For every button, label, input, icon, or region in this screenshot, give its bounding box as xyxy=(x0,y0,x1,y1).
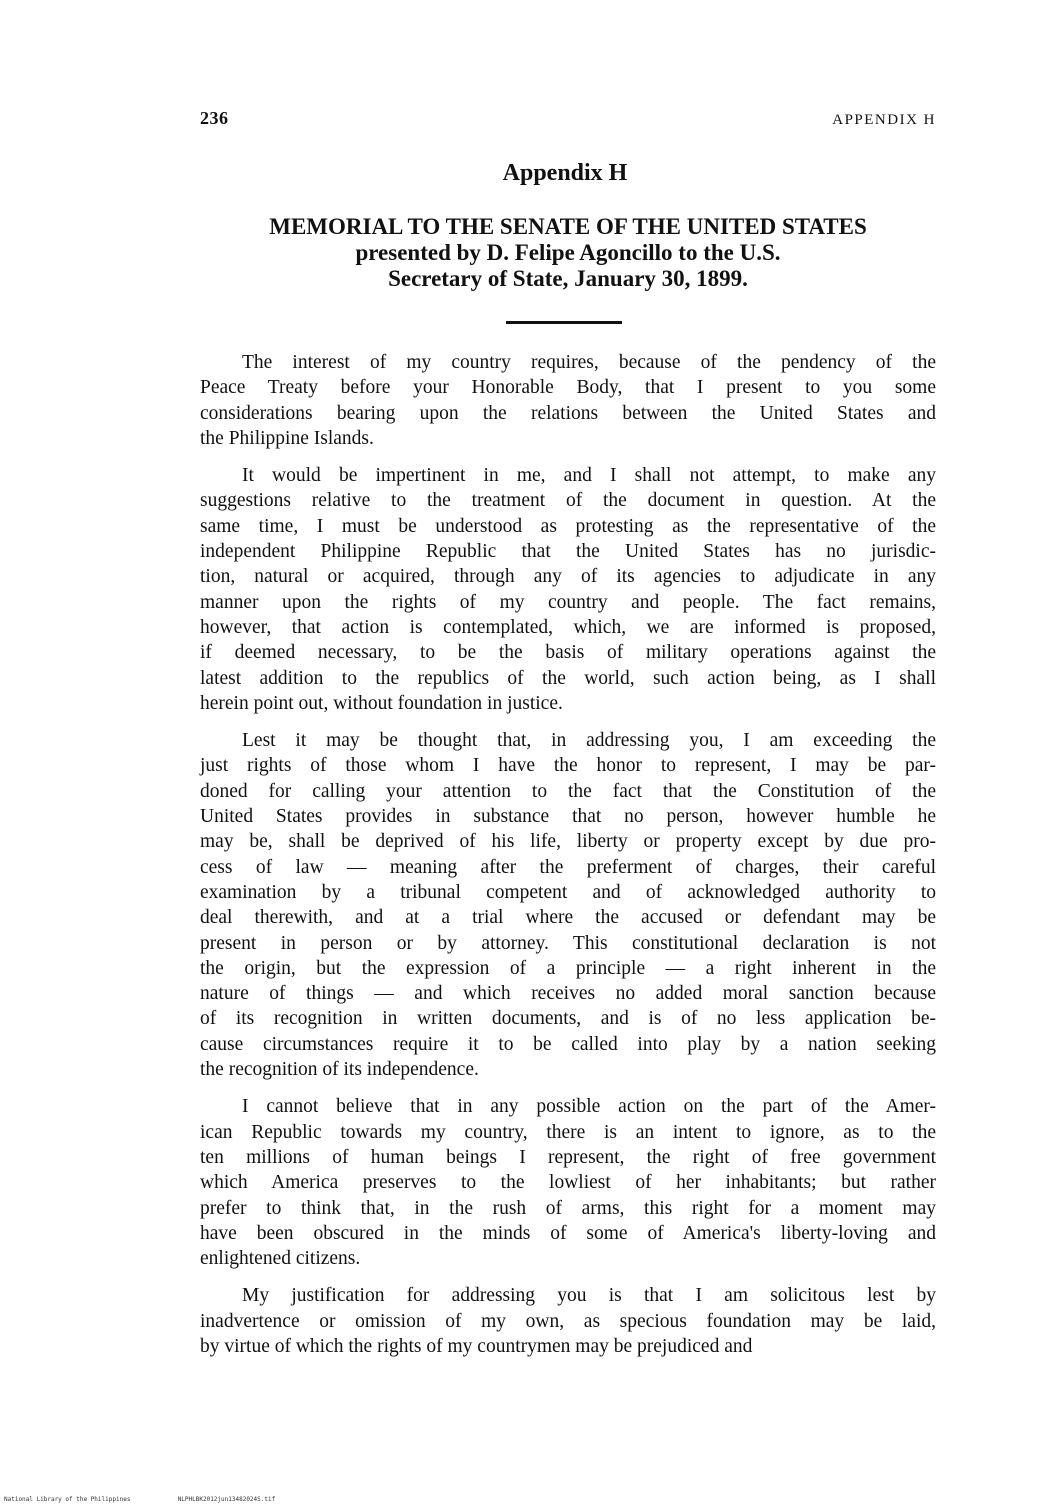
footer-library: National Library of the Philippines xyxy=(4,1496,131,1503)
paragraph-line: Lest it may be thought that, in addressing you, I am exceeding the xyxy=(242,730,936,752)
paragraph-line: suggestions relative to the treatment of the document in question. At the xyxy=(200,490,936,512)
paragraph-line: same time, I must be understood as protesting as the representative of the xyxy=(200,515,936,537)
paragraph-line: ten millions of human beings I represent, the right of free government xyxy=(200,1146,936,1168)
paragraph-line: tion, natural or acquired, through any of its agencies to adjudicate in any xyxy=(200,566,936,588)
paragraph-line: if deemed necessary, to be the basis of military operations against the xyxy=(200,642,936,664)
running-head: APPENDIX H xyxy=(832,112,936,128)
appendix-heading: Appendix H xyxy=(502,160,628,186)
paragraph-line: It would be impertinent in me, and I shall not attempt, to make any xyxy=(242,465,936,487)
paragraph-line: cause circumstances require it to be called into play by a nation seeking xyxy=(200,1033,936,1055)
paragraph-line: the recognition of its independence. xyxy=(200,1059,479,1081)
paragraph xyxy=(200,728,936,1082)
paragraph-line: examination by a tribunal competent and of acknowledged authority to xyxy=(200,881,936,903)
paragraph-line: enlightened citizens. xyxy=(200,1248,361,1270)
paragraph xyxy=(200,1094,936,1271)
paragraph-line: Peace Treaty before your Honorable Body, that I present to you some xyxy=(200,377,936,399)
footer-file-id: NLPHLBK2012jun13482024S.tif xyxy=(177,1496,276,1503)
paragraph-line: the origin, but the expression of a principle — a right inherent in the xyxy=(200,957,936,979)
page-number: 236 xyxy=(200,108,229,128)
paragraph-line: which America preserves to the lowliest of her inhabitants; but rather xyxy=(200,1172,936,1194)
paragraph-line: have been obscured in the minds of some of America's liberty-loving and xyxy=(200,1222,936,1244)
paragraph-line: considerations bearing upon the relations between the United States and xyxy=(200,402,936,424)
paragraph-line: just rights of those whom I have the honor to represent, I may be par- xyxy=(200,755,936,777)
body-text xyxy=(200,350,936,1371)
paragraph-line: manner upon the rights of my country and people. The fact remains, xyxy=(200,591,936,613)
memorial-title-line: presented by D. Felipe Agoncillo to the U.S. xyxy=(355,240,781,265)
paragraph xyxy=(200,463,936,716)
paragraph-line: however, that action is contemplated, which, we are informed is proposed, xyxy=(200,616,936,638)
title-divider xyxy=(506,321,622,324)
paragraph-line: doned for calling your attention to the fact that the Constitution of the xyxy=(200,780,936,802)
paragraph-line: the Philippine Islands. xyxy=(200,427,374,449)
paragraph-line: inadvertence or omission of my own, as specious foundation may be laid, xyxy=(200,1310,936,1332)
memorial-title-line: Secretary of State, January 30, 1899. xyxy=(388,266,748,291)
paragraph-line: may be, shall be deprived of his life, liberty or property except by due pro- xyxy=(200,831,936,853)
paragraph-line: I cannot believe that in any possible action on the part of the Amer- xyxy=(242,1096,936,1118)
memorial-title-line: MEMORIAL TO THE SENATE OF THE UNITED STATES xyxy=(269,214,867,239)
paragraph-line: prefer to think that, in the rush of arms, this right for a moment may xyxy=(200,1197,936,1219)
paragraph-line: independent Philippine Republic that the United States has no jurisdic- xyxy=(200,541,936,563)
paragraph-line: by virtue of which the rights of my countrymen may be prejudiced and xyxy=(200,1335,753,1357)
paragraph-line: herein point out, without foundation in justice. xyxy=(200,692,563,714)
paragraph xyxy=(200,1283,936,1359)
paragraph-line: of its recognition in written documents, and is of no less application be- xyxy=(200,1008,936,1030)
paragraph xyxy=(200,350,936,451)
paragraph-line: My justification for addressing you is that I am solicitous lest by xyxy=(242,1285,936,1307)
paragraph-line: The interest of my country requires, because of the pendency of the xyxy=(242,352,936,373)
paragraph-line: present in person or by attorney. This constitutional declaration is not xyxy=(200,932,936,954)
paragraph-line: ican Republic towards my country, there is an intent to ignore, as to the xyxy=(200,1121,936,1143)
paragraph-line: latest addition to the republics of the world, such action being, as I shall xyxy=(200,667,936,689)
paragraph-line: nature of things — and which receives no added moral sanction because xyxy=(200,983,936,1005)
paragraph-line: United States provides in substance that no person, however humble he xyxy=(200,806,936,828)
paragraph-line: deal therewith, and at a trial where the accused or defendant may be xyxy=(200,907,936,929)
scan-footer xyxy=(4,1496,275,1503)
paragraph-line: cess of law — meaning after the preferment of charges, their careful xyxy=(200,856,936,878)
memorial-title xyxy=(200,214,936,292)
